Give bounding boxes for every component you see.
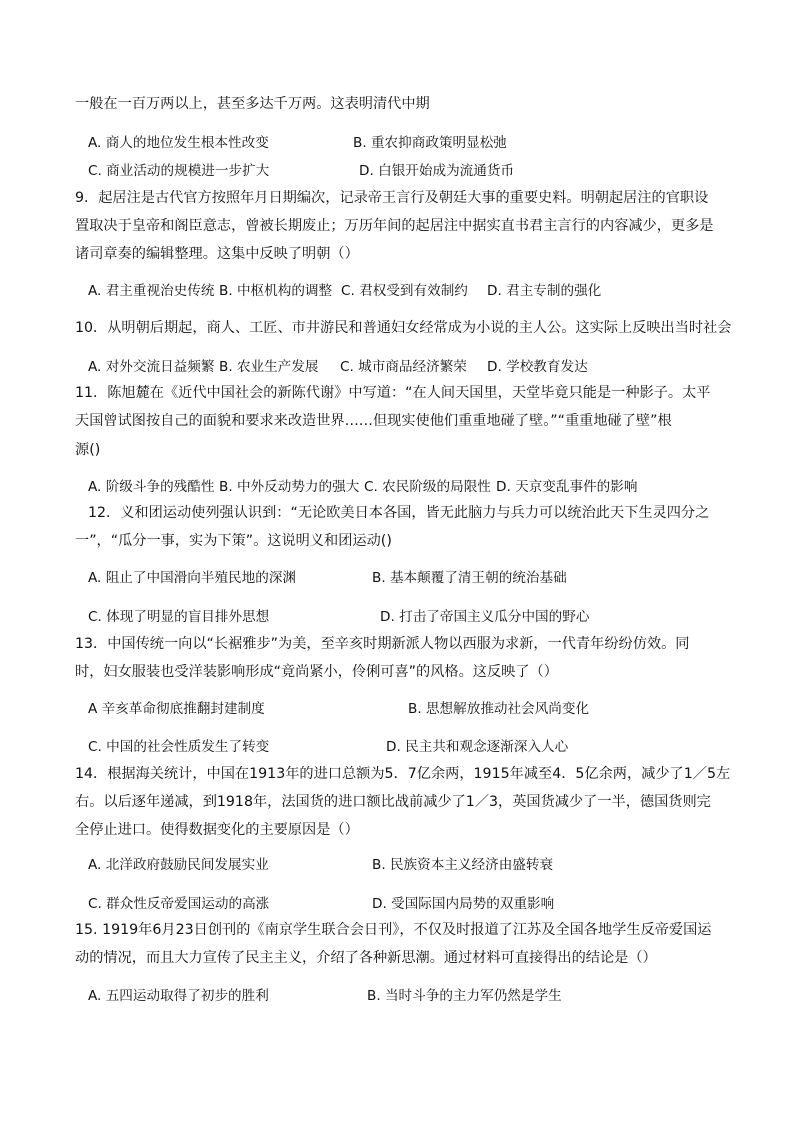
question-text: 动的情况，而且大力宣传了民主主义，介绍了各种新思潮。通过材料可直接得出的结论是（） bbox=[75, 950, 657, 966]
question-text: 全停止进口。使得数据变化的主要原因是（） bbox=[75, 822, 359, 838]
question-text: 诸司章奏的编辑整理。这集中反映了明朝（） bbox=[75, 246, 359, 262]
option-b: B. 农业生产发展 bbox=[219, 359, 319, 375]
option-b: B. 中枢机构的调整 bbox=[219, 283, 333, 299]
option-d: D. 白银开始成为流通货币 bbox=[359, 163, 515, 179]
question-text: 源() bbox=[75, 442, 101, 458]
question-text: 天国曾试图按自己的面貌和要求来改造世界……但现实使他们重重地碰了壁。”“重重地碰了壁”根 bbox=[75, 413, 672, 429]
option-c: C. 中国的社会性质发生了转变 bbox=[88, 739, 270, 755]
option-c: C. 君权受到有效制约 bbox=[341, 283, 468, 299]
question-text: 一般在一百万两以上，甚至多达千万两。这表明清代中期 bbox=[75, 96, 430, 112]
option-b: B. 民族资本主义经济由盛转衰 bbox=[372, 857, 554, 873]
option-d: D. 民主共和观念逐渐深入人心 bbox=[386, 739, 569, 755]
question-text: 12．义和团运动使列强认识到：“无论欧美日本各国，皆无此脑力与兵力可以统治此天下生灵四分之 bbox=[88, 505, 710, 521]
option-a: A. 阻止了中国滑向半殖民地的深渊 bbox=[88, 570, 297, 586]
option-b: B. 中外反动势力的强大 bbox=[219, 479, 360, 495]
question-text: 10．从明朝后期起，商人、工匠、市井游民和普通妇女经常成为小说的主人公。这实际上反映出当时社会 bbox=[75, 320, 732, 336]
option-d: D. 天京变乱事件的影响 bbox=[496, 479, 638, 495]
question-text: 置取决于皇帝和阁臣意志，曾被长期废止；万历年间的起居注中据实直书君主言行的内容减少，更多是 bbox=[75, 218, 714, 234]
option-a: A. 商人的地位发生根本性改变 bbox=[88, 135, 269, 151]
option-b: B. 基本颠覆了清王朝的统治基础 bbox=[372, 570, 567, 586]
question-text: 13．中国传统一向以“长裾雅步”为美，至辛亥时期新派人物以西服为求新，一代青年纷纷仿效。同 bbox=[75, 636, 690, 652]
option-a: A. 北洋政府鼓励民间发展实业 bbox=[88, 857, 269, 873]
option-b: B. 重农抑商政策明显松弛 bbox=[353, 135, 507, 151]
question-text: 11．陈旭麓在《近代中国社会的新陈代谢》中写道：“在人间天国里，天堂毕竟只能是一种影子。太平 bbox=[75, 385, 711, 401]
option-d: D. 打击了帝国主义瓜分中国的野心 bbox=[380, 609, 590, 625]
option-c: C. 体现了明显的盲目排外思想 bbox=[88, 609, 270, 625]
option-b: B. 思想解放推动社会风尚变化 bbox=[408, 701, 590, 717]
option-d: D. 君主专制的强化 bbox=[487, 283, 602, 299]
question-text: 右。以后逐年递减，到1918年，法国货的进口额比战前减少了1／3，英国货减少了一半，德国货则完 bbox=[75, 794, 711, 810]
option-d: D. 受国际国内局势的双重影响 bbox=[372, 896, 555, 912]
option-c: C. 城市商品经济繁荣 bbox=[340, 359, 467, 375]
option-c: C. 商业活动的规模进一步扩大 bbox=[88, 163, 270, 179]
option-a: A. 阶级斗争的残酷性 bbox=[88, 479, 215, 495]
question-text: 14．根据海关统计，中国在1913年的进口总额为5．7亿余两，1915年减至4．5亿余两，减少了1／5左 bbox=[75, 766, 731, 782]
question-text: 一”，“瓜分一事，实为下策”。这说明义和团运动() bbox=[75, 533, 392, 549]
option-d: D. 学校教育发达 bbox=[487, 359, 588, 375]
question-text: 9．起居注是古代官方按照年月日期编次，记录帝王言行及朝廷大事的重要史料。明朝起居注的官职设 bbox=[75, 190, 709, 206]
option-a: A. 对外交流日益频繁 bbox=[88, 359, 215, 375]
option-c: C. 农民阶级的局限性 bbox=[364, 479, 491, 495]
question-text: 15. 1919年6月23日创刊的《南京学生联合会日刊》，不仅及时报道了江苏及全国各地学生反帝爱国运 bbox=[75, 922, 712, 938]
question-text: 时，妇女服装也受洋装影响形成“竟尚紧小，伶俐可喜”的风格。这反映了（） bbox=[75, 664, 558, 680]
option-a: A. 君主重视治史传统 bbox=[88, 283, 215, 299]
option-c: C. 群众性反帝爱国运动的高涨 bbox=[88, 896, 270, 912]
option-a: A. 五四运动取得了初步的胜利 bbox=[88, 988, 269, 1004]
option-a: A 辛亥革命彻底推翻封建制度 bbox=[88, 701, 265, 717]
option-b: B. 当时斗争的主力军仍然是学生 bbox=[367, 988, 562, 1004]
